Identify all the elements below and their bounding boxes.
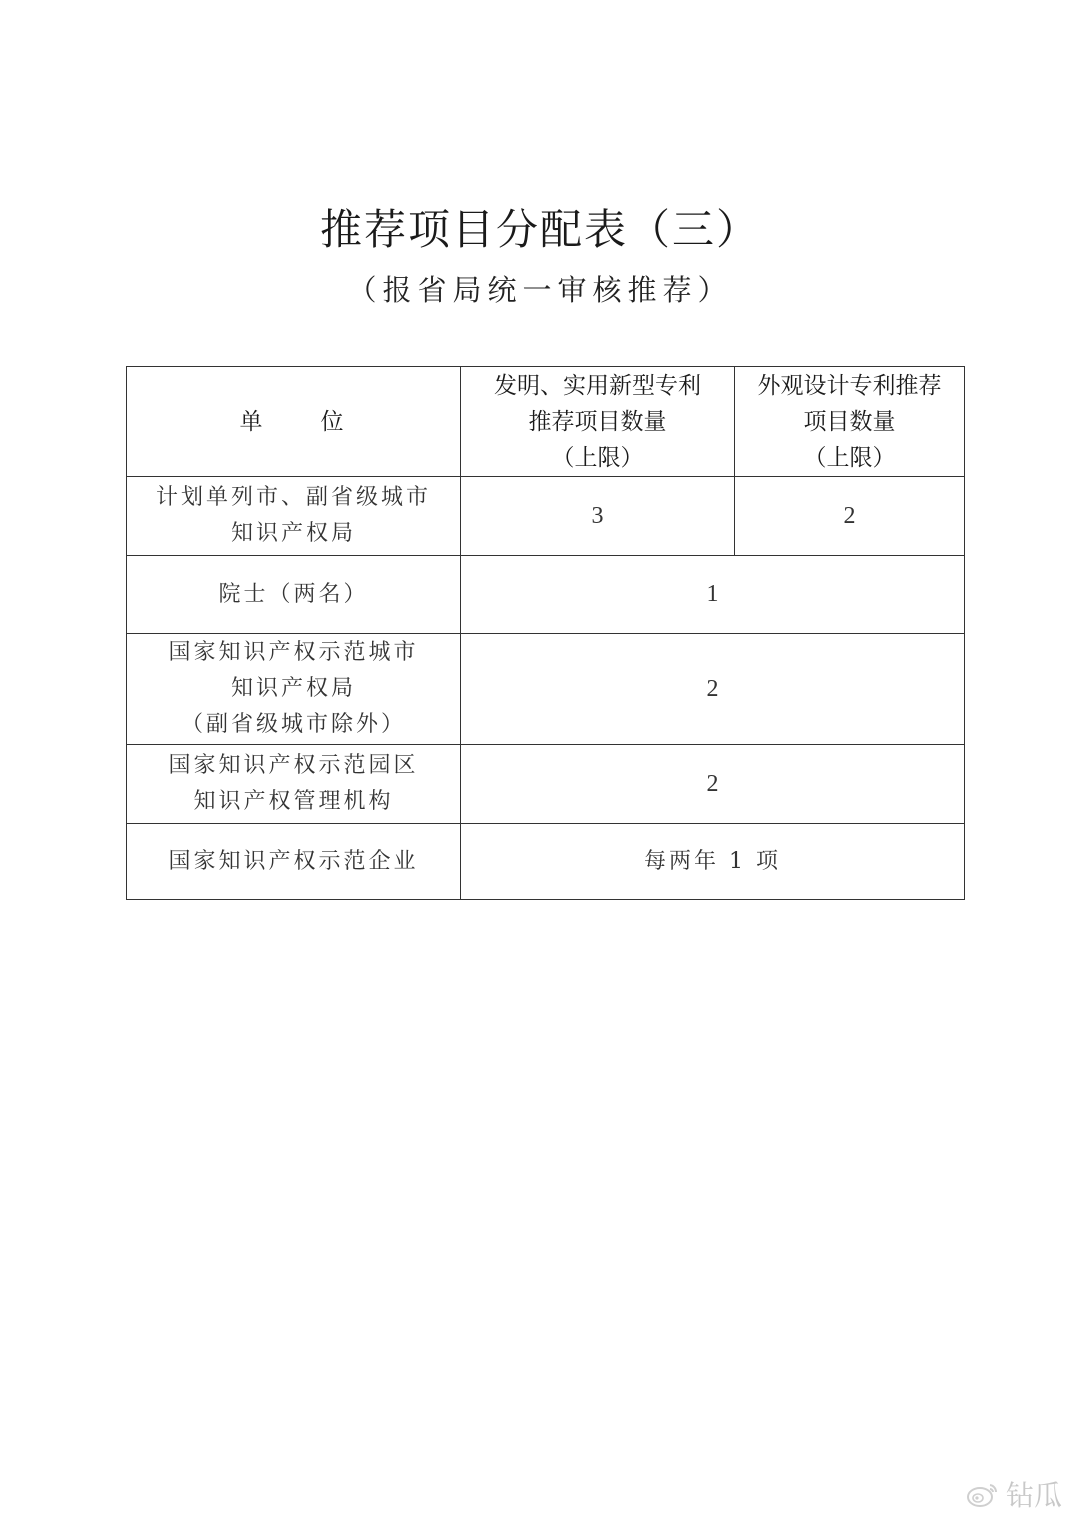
row-unit-line: （副省级城市除外） <box>180 712 406 737</box>
header-design-line: 项目数量 <box>803 408 896 435</box>
watermark-text: 钻瓜 <box>1005 1479 1062 1512</box>
table-row <box>127 824 965 900</box>
header-design-quota <box>735 367 965 477</box>
table-row <box>127 745 965 824</box>
row-combined-value: 2 <box>461 745 965 824</box>
page-title: 推荐项目分配表（三） <box>319 205 760 254</box>
row-combined-value: 每两年 1 项 <box>461 824 965 900</box>
row-unit-cell <box>127 745 461 824</box>
row-unit-cell <box>127 824 461 900</box>
row-unit-cell <box>127 634 461 745</box>
allocation-table <box>126 366 965 900</box>
row-unit-line: 院士（两名） <box>218 581 369 607</box>
row-design-value: 2 <box>735 477 965 556</box>
table-row <box>127 477 965 556</box>
table-row <box>127 556 965 634</box>
header-invention-line: 发明、实用新型专利 <box>494 372 701 399</box>
row-unit-line: 国家知识产权示范企业 <box>168 848 419 874</box>
row-unit-cell <box>127 477 461 556</box>
row-unit-line: 国家知识产权示范园区 <box>168 753 419 778</box>
header-design-line: （上限） <box>803 444 896 471</box>
row-invention-value: 3 <box>461 477 735 556</box>
page-subtitle: （报省局统一审核推荐） <box>347 273 733 307</box>
header-design-line: 外观设计专利推荐 <box>757 372 942 399</box>
row-unit-line: 计划单列市、副省级城市 <box>155 485 431 510</box>
header-invention-line: 推荐项目数量 <box>528 408 667 435</box>
row-unit-line: 国家知识产权示范城市 <box>168 640 419 665</box>
row-combined-value: 2 <box>461 634 965 745</box>
watermark <box>966 1474 1062 1514</box>
header-invention-line: （上限） <box>551 444 644 471</box>
row-unit-line: 知识产权局 <box>230 521 356 546</box>
row-unit-cell <box>127 556 461 634</box>
row-unit-line: 知识产权局 <box>230 676 356 701</box>
header-unit: 单 位 <box>127 367 461 477</box>
row-combined-value: 1 <box>461 556 965 634</box>
header-invention-quota <box>461 367 735 477</box>
row-unit-line: 知识产权管理机构 <box>193 789 394 814</box>
weibo-icon <box>966 1479 1000 1509</box>
table-row <box>127 634 965 745</box>
table-header-row <box>127 367 965 477</box>
